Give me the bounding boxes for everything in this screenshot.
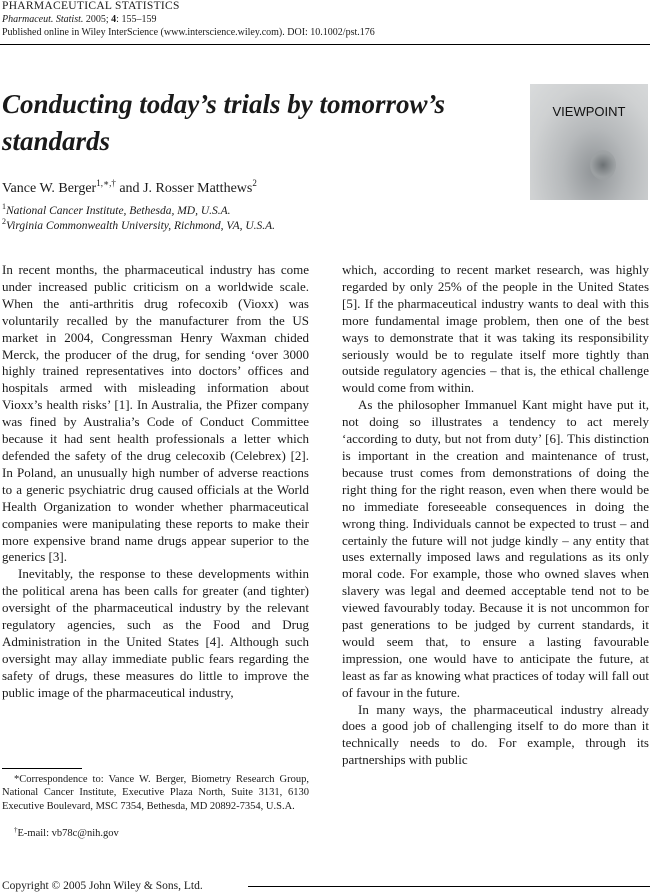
body-paragraph: Inevitably, the response to these developments within the political arena has been calls for greater (and tighter) oversight of the pharmaceutical industry by the relevant regulatory agencies, such as the Food and Drug Administration in the United States [4]. Although such oversight may allay immediate public fears regarding the safety of drugs, these measures do little to improve the public image of the pharmaceutical industry, <box>2 566 309 700</box>
affiliation-number: 2 <box>2 217 6 226</box>
journal-volume: 4 <box>111 14 117 25</box>
email-footnote <box>2 827 309 840</box>
affiliation-text: Virginia Commonwealth University, Richmond, VA, U.S.A. <box>6 220 276 232</box>
journal-year: 2005; <box>85 14 112 25</box>
author-name: Vance W. Berger <box>2 181 97 196</box>
body-paragraph: which, according to recent market research, was highly regarded by only 25% of the people in the United States [5]. If the pharmaceutical industry wants to deal with this more fundamental image problem, then one of the best ways to demonstrate that it was taking its responsibility seriously would be to regulate itself more tightly than outside regulatory agencies – that is, the ethical challenge would come from within. <box>342 262 649 396</box>
body-column-right <box>342 262 649 769</box>
author-conjunction: and <box>115 181 144 196</box>
viewpoint-label: VIEWPOINT <box>552 104 626 119</box>
affiliation <box>2 219 275 233</box>
publication-line: Published online in Wiley InterScience (www.interscience.wiley.com). DOI: 10.1002/pst.176 <box>2 27 375 38</box>
correspondence-footnote: *Correspondence to: Vance W. Berger, Biometry Research Group, National Cancer Institute, Executive Plaza North, Suite 3131, 6130 Executive Boulevard, MSC 7354, Bethesda, MD 20892-7354, U.S.A. <box>2 774 309 812</box>
viewpoint-badge <box>530 84 648 200</box>
author-marks: 2 <box>252 178 257 188</box>
body-paragraph: As the philosopher Immanuel Kant might have put it, not doing so illustrates a tendency to act merely ‘according to duty, but not from duty’ [6]. This distinction is important in the creation and maintenance of trust, because trust comes from demonstrations of doing the right thing for the right reason, even when there would be no immediate foreseeable consequences in doing the wrong thing. Individuals cannot be expected to trust – and certainly the future will not judge kindly – any entity that uses externally imposed laws and regulations as its only moral code. For example, those who owned slaves when slavery was legal and deemed acceptable tend not to be viewed favourably today. Because it is not uncommon for past generations to be judged by current standards, it would seem that, to ensure a lasting favourable impression, one would have to anticipate the future, at least as far as knowing what practices of today will fall out of favour in the future. <box>342 397 649 700</box>
body-column-left <box>2 262 309 702</box>
email-mark: † <box>14 826 18 834</box>
affiliation-text: National Cancer Institute, Bethesda, MD, U.S.A. <box>6 205 231 217</box>
affiliation <box>2 204 231 218</box>
email-text: E-mail: vb78c@nih.gov <box>17 828 119 839</box>
journal-citation <box>2 14 156 26</box>
body-paragraph: In many ways, the pharmaceutical industry already does a good job of challenging itself to do more than it technically needs to do. For example, through its partnerships with public <box>342 701 649 768</box>
viewpoint-graphic <box>590 150 616 180</box>
journal-pages: : 155–159 <box>116 14 157 25</box>
affiliation-number: 1 <box>2 202 6 211</box>
copyright-notice: Copyright © 2005 John Wiley & Sons, Ltd. <box>2 880 203 892</box>
header-rule <box>0 44 650 45</box>
author-list <box>2 180 257 198</box>
author-name: J. Rosser Matthews <box>143 181 253 196</box>
footnote-rule <box>2 768 82 769</box>
footer-rule <box>248 886 650 887</box>
journal-abbrev: Pharmaceut. Statist. <box>2 14 84 25</box>
journal-name: PHARMACEUTICAL STATISTICS <box>2 0 180 12</box>
article-title: Conducting today’s trials by tomorrow’s standards <box>2 89 446 156</box>
author-marks: 1,∗,† <box>96 178 116 188</box>
body-paragraph: In recent months, the pharmaceutical industry has come under increased public criticism on a worldwide scale. When the anti-arthritis drug rofecoxib (Vioxx) was voluntarily recalled by the manufacturer from the US market in 2004, Congressman Henry Waxman chided Merck, the producer of the drug, for sending ‘over 3000 highly trained representatives into doctors’ offices and hospitals armed with misleading information about Vioxx’s health risks’ [1]. In Australia, the Pfizer company was fined by Australia’s Code of Conduct Committee because it had sent health professionals a letter which defended the safety of the drug celecoxib (Celebrex) [2]. In Poland, an unusually high number of adverse reactions to a generic psychiatric drug caused officials at the World Health Organization to wonder whether pharmaceutical companies were manipulating these reports to make their more expensive brand name drugs appear superior to the generics [3]. <box>2 262 309 565</box>
